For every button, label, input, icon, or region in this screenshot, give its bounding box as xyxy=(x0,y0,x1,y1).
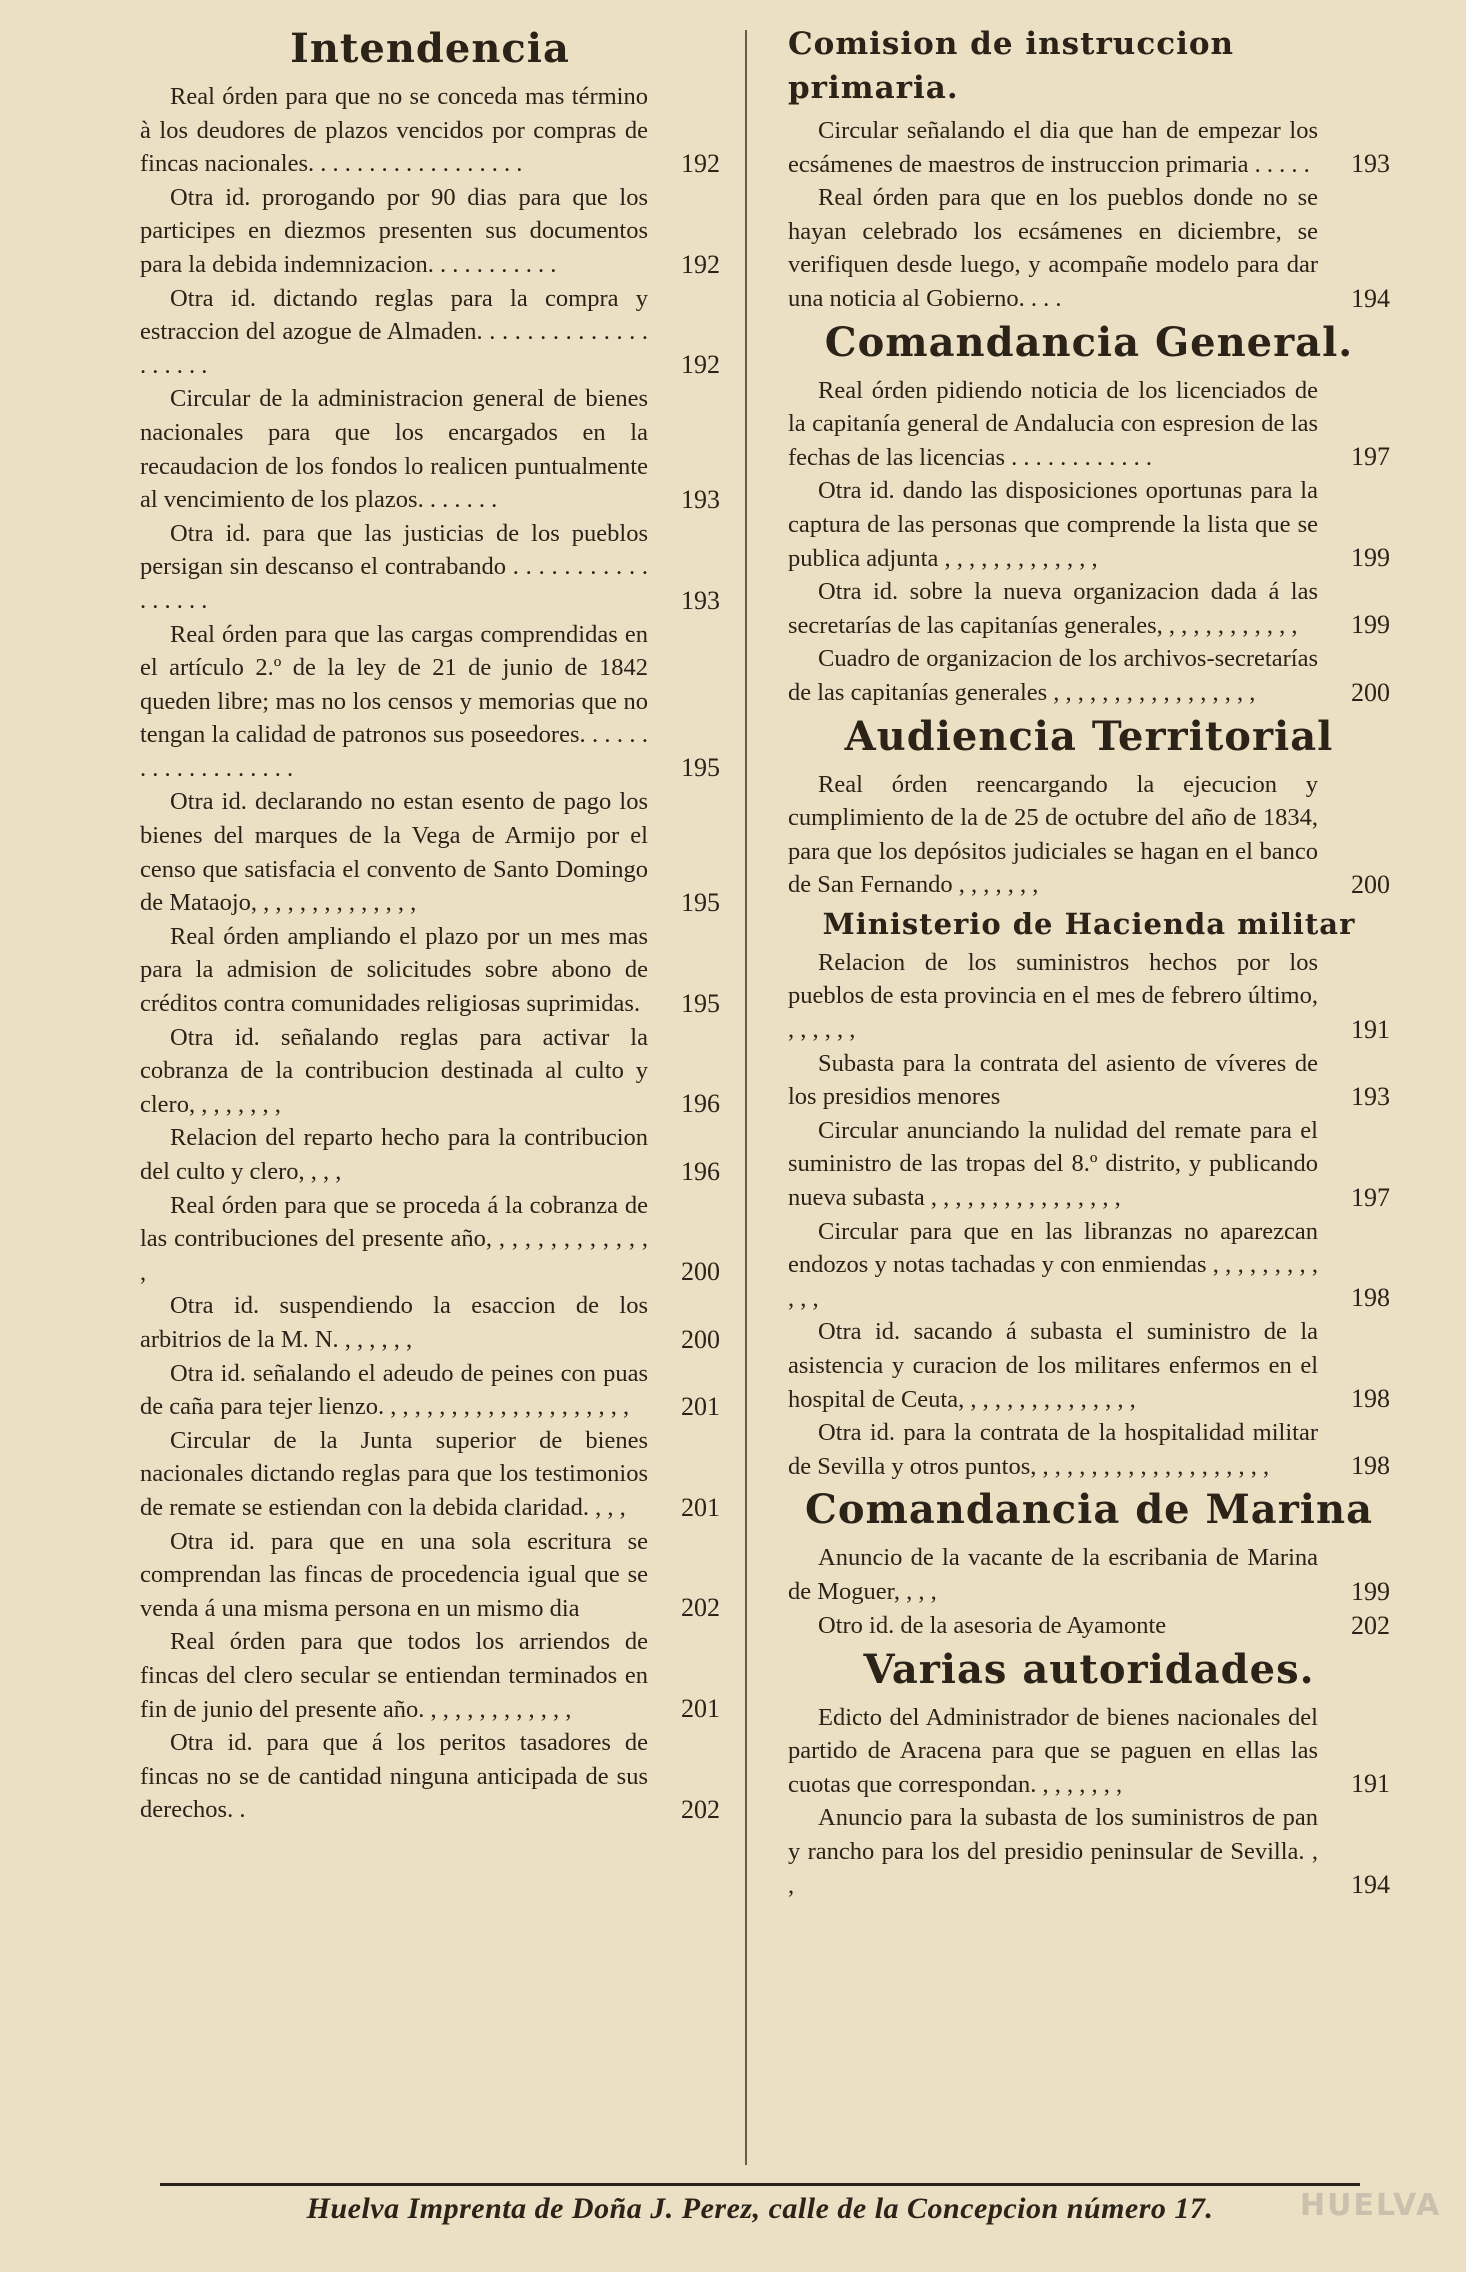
entry-text: Real órden para que no se conceda mas término à los deudores de plazos vencidos por compras de fincas nacionales. . . . . . . . . . . . . . . . . . xyxy=(140,83,648,178)
entry-page-number: 198 xyxy=(1351,1283,1390,1313)
entry-page-number: 196 xyxy=(681,1156,720,1186)
index-entry xyxy=(140,1289,720,1356)
entry-page-number: 201 xyxy=(681,1694,720,1724)
entry-page-number: 202 xyxy=(681,1794,720,1824)
index-entry xyxy=(140,382,720,516)
index-entry xyxy=(788,768,1390,902)
entry-text: Relacion del reparto hecho para la contribucion del culto y clero, , , , xyxy=(140,1124,648,1185)
index-entry xyxy=(140,517,720,618)
entry-page-number: 193 xyxy=(1351,149,1390,179)
index-entry xyxy=(140,1424,720,1525)
entry-page-number: 197 xyxy=(1351,442,1390,472)
section-title: Comandancia de Marina xyxy=(804,1486,1373,1534)
entry-text: Real órden para que todos los arriendos de fincas del clero secular se entiendan terminados en fin de junio del presente año. , , , , , , , , , , , , xyxy=(140,1628,648,1723)
section-title: Intendencia xyxy=(290,25,570,72)
entry-page-number: 201 xyxy=(681,1391,720,1421)
index-entry xyxy=(140,1625,720,1726)
index-entry xyxy=(140,1357,720,1424)
entry-text: Otra id. sacando á subasta el suministro de la asistencia y curacion de los militares enfermos en el hospital de Ceuta, , , , , , , , , , , , , , , xyxy=(788,1318,1318,1413)
section-title: Varias autoridades. xyxy=(863,1645,1315,1693)
entry-text: Relacion de los suministros hechos por los pueblos de esta provincia en el mes de febrero último, , , , , , , xyxy=(788,948,1318,1044)
entry-text: Circular de la administracion general de bienes nacionales para que los encargados en la recaudacion de los fondos lo realicen puntualmente al vencimiento de los plazos. . . . . . . xyxy=(140,385,648,514)
entry-text: Otra id. dando las disposiciones oportunas para la captura de las personas que comprende la lista que se publica adjunta , , , , , , , , , , , , , xyxy=(788,477,1318,572)
index-entry xyxy=(140,785,720,919)
entry-text: Otra id. para que á los peritos tasadores de fincas no se de cantidad ninguna anticipada de sus derechos. . xyxy=(140,1729,648,1824)
entry-page-number: 194 xyxy=(1351,1870,1390,1900)
section-title: Comandancia General. xyxy=(824,318,1354,366)
entry-text: Circular anunciando la nulidad del remate para el suministro de las tropas del 8.º distrito, y publicando nueva subasta , , , , , , , , , , , , , , , , xyxy=(788,1116,1318,1212)
entry-page-number: 193 xyxy=(1351,1081,1390,1111)
entry-text: Anuncio de la vacante de la escribania de Marina de Moguer, , , , xyxy=(788,1544,1318,1605)
index-entry xyxy=(788,946,1390,1047)
entry-text: Real órden pidiendo noticia de los licenciados de la capitanía general de Andalucia con espresion de las fechas de las licencias . . . . . . . . . . . . xyxy=(788,376,1318,471)
section-title: Comision de instruccion primaria. xyxy=(788,26,1235,106)
entry-page-number: 194 xyxy=(1351,283,1390,313)
index-entry xyxy=(140,80,720,181)
entry-page-number: 192 xyxy=(681,148,720,178)
entry-page-number: 199 xyxy=(1351,610,1390,640)
entry-page-number: 192 xyxy=(681,350,720,380)
index-entry xyxy=(788,114,1390,181)
index-entry xyxy=(788,181,1390,315)
entry-text: Otra id. suspendiendo la esaccion de los arbitrios de la M. N. , , , , , , xyxy=(140,1292,648,1353)
section-title: Ministerio de Hacienda militar xyxy=(822,906,1356,941)
entry-page-number: 198 xyxy=(1351,1384,1390,1414)
entry-page-number: 195 xyxy=(681,887,720,917)
index-entry xyxy=(140,920,720,1021)
entry-page-number: 200 xyxy=(1351,677,1390,707)
index-entry xyxy=(140,1726,720,1827)
index-entry xyxy=(140,1189,720,1290)
index-entry xyxy=(788,1609,1390,1643)
entry-page-number: 202 xyxy=(681,1593,720,1623)
entry-text: Real órden para que se proceda á la cobranza de las contribuciones del presente año, , , , , , , , , , , , , , xyxy=(140,1191,648,1286)
entry-text: Otra id. señalando reglas para activar la cobranza de la contribucion destinada al culto y clero, , , , , , , , xyxy=(140,1023,648,1118)
entry-page-number: 201 xyxy=(681,1492,720,1522)
index-entry xyxy=(788,1541,1390,1608)
footer-imprint: Huelva Imprenta de Doña J. Perez, calle de la Concepcion número 17. xyxy=(306,2192,1214,2225)
entry-text: Otra id. señalando el adeudo de peines con puas de caña para tejer lienzo. , , , , , , , , , , , , , , , , , , , , xyxy=(140,1359,648,1421)
entry-text: Otra id. para que en una sola escritura se comprendan las fincas de procedencia igual que se venda á una misma persona en un mismo dia xyxy=(140,1527,648,1622)
entry-page-number: 202 xyxy=(1351,1610,1390,1640)
entry-text: Real órden reencargando la ejecucion y cumplimiento de la de 25 de octubre del año de 1834, para que los depósitos judiciales se hagan en el banco de San Fernando , , , , , , , xyxy=(788,770,1318,899)
index-entry xyxy=(788,1114,1390,1215)
entry-text: Otra id. para que las justicias de los pueblos persigan sin descanso el contrabando . . . . . . . . . . . . . . . . . xyxy=(140,519,648,614)
entry-text: Otra id. sobre la nueva organizacion dada á las secretarías de las capitanías generales, , , , , , , , , , , , xyxy=(788,578,1318,639)
index-entry xyxy=(788,1801,1390,1902)
entry-page-number: 191 xyxy=(1351,1014,1390,1044)
right-column xyxy=(788,22,1390,1902)
index-entry xyxy=(140,181,720,282)
entry-text: Otro id. de la asesoria de Ayamonte xyxy=(818,1611,1167,1639)
index-entry xyxy=(788,474,1390,575)
left-column xyxy=(140,22,720,1827)
index-entry xyxy=(788,1215,1390,1316)
entry-text: Cuadro de organizacion de los archivos-secretarías de las capitanías generales , , , , , , , , , , , , , , , , , xyxy=(788,645,1318,706)
section-title: Audiencia Territorial xyxy=(844,712,1334,760)
entry-page-number: 196 xyxy=(681,1089,720,1119)
entry-text: Circular para que en las libranzas no aparezcan endozos y notas tachadas y con enmiendas , , , , , , , , , , , , xyxy=(788,1217,1318,1312)
index-entry xyxy=(140,1021,720,1122)
entry-page-number: 193 xyxy=(681,484,720,514)
entry-page-number: 193 xyxy=(681,585,720,615)
index-entry xyxy=(788,1416,1390,1483)
index-entry xyxy=(788,575,1390,642)
entry-text: Edicto del Administrador de bienes nacionales del partido de Aracena para que se paguen en ellas las cuotas que correspondan. , , , , , , , xyxy=(788,1703,1318,1798)
entry-text: Otra id. prorogando por 90 dias para que los participes en diezmos presenten sus documentos para la debida indemnizacion. . . . . . . . . . . xyxy=(140,183,648,278)
entry-page-number: 195 xyxy=(681,988,720,1018)
entry-text: Real órden para que las cargas comprendidas en el artículo 2.º de la ley de 21 de junio de 1842 queden libre; mas no los censos y memorias que no tengan la calidad de patronos sus poseedores. . . . . . . . . . . . . . . . . . . xyxy=(140,620,648,782)
entry-page-number: 199 xyxy=(1351,1576,1390,1606)
index-entry xyxy=(140,1525,720,1626)
entry-text: Real órden ampliando el plazo por un mes mas para la admision de solicitudes sobre abono de créditos contra comunidades religiosas suprimidas. xyxy=(140,922,648,1018)
entry-text: Otra id. dictando reglas para la compra y estraccion del azogue de Almaden. . . . . . . . . . . . . . . . . . . . xyxy=(140,284,648,379)
index-entry xyxy=(140,1121,720,1188)
entry-page-number: 200 xyxy=(681,1324,720,1354)
entry-page-number: 192 xyxy=(681,249,720,279)
entry-text: Real órden para que en los pueblos donde no se hayan celebrado los ecsámenes en diciembre, se verifiquen desde luego, y acompañe modelo para dar una noticia al Gobierno. . . . xyxy=(788,184,1318,312)
index-entry xyxy=(788,374,1390,475)
entry-page-number: 199 xyxy=(1351,543,1390,573)
entry-page-number: 195 xyxy=(681,753,720,783)
entry-page-number: 198 xyxy=(1351,1451,1390,1481)
entry-text: Anuncio para la subasta de los suministros de pan y rancho para los del presidio peninsular de Sevilla. , , xyxy=(788,1804,1318,1899)
entry-page-number: 197 xyxy=(1351,1182,1390,1212)
entry-page-number: 200 xyxy=(681,1257,720,1287)
index-entry xyxy=(788,1047,1390,1114)
footer-rule xyxy=(160,2183,1360,2186)
index-entry xyxy=(788,1701,1390,1802)
index-entry xyxy=(788,642,1390,709)
entry-text: Circular señalando el dia que han de empezar los ecsámenes de maestros de instruccion primaria . . . . . xyxy=(788,117,1318,178)
column-divider xyxy=(745,30,747,2165)
index-entry xyxy=(140,282,720,383)
entry-text: Otra id. declarando no estan esento de pago los bienes del marques de la Vega de Armijo por el censo que satisfacia el convento de Santo Domingo de Mataojo, , , , , , , , , , , , , , xyxy=(140,788,648,917)
entry-text: Subasta para la contrata del asiento de víveres de los presidios menores xyxy=(788,1049,1318,1111)
entry-text: Circular de la Junta superior de bienes nacionales dictando reglas para que los testimonios de remate se estiendan con la debida claridad. , , , xyxy=(140,1426,648,1521)
index-entry xyxy=(788,1315,1390,1416)
entry-page-number: 191 xyxy=(1351,1769,1390,1799)
entry-text: Otra id. para la contrata de la hospitalidad militar de Sevilla y otros puntos, , , , , , , , , , , , , , , , , , , , xyxy=(788,1419,1318,1480)
entry-page-number: 200 xyxy=(1351,869,1390,899)
index-entry xyxy=(140,618,720,786)
watermark-logo: HUELVA xyxy=(1300,2188,1442,2223)
